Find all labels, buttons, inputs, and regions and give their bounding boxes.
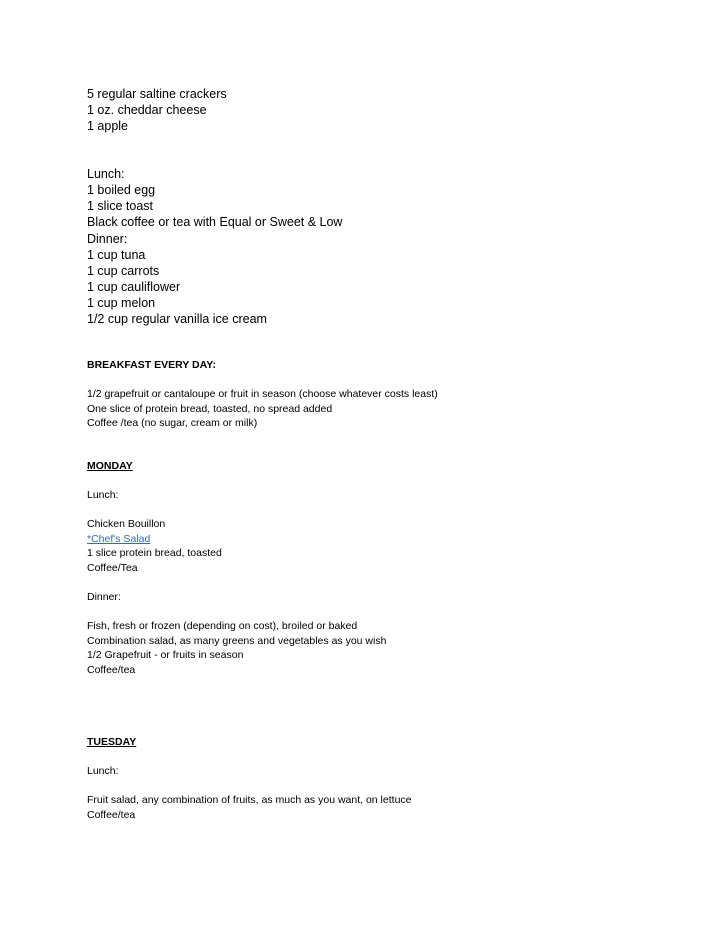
monday-heading-block bbox=[87, 459, 133, 474]
tuesday-heading-block bbox=[87, 735, 136, 750]
breakfast-list bbox=[87, 387, 438, 431]
list-item: 1 oz. cheddar cheese bbox=[87, 103, 207, 117]
list-item: 1/2 Grapefruit - or fruits in season bbox=[87, 649, 244, 662]
monday-lunch-label-block bbox=[87, 488, 119, 503]
list-item: 5 regular saltine crackers bbox=[87, 87, 227, 101]
list-item: Coffee/tea bbox=[87, 808, 136, 821]
list-item: 1 slice toast bbox=[87, 199, 154, 213]
list-item: 1 cup tuna bbox=[87, 248, 146, 262]
list-item: 1/2 grapefruit or cantaloupe or fruit in season (choose whatever costs least) bbox=[87, 388, 438, 400]
list-item: Chicken Bouillon bbox=[87, 518, 166, 530]
tuesday-lunch-list bbox=[87, 793, 412, 822]
list-item: Coffee /tea (no sugar, cream or milk) bbox=[87, 417, 258, 430]
monday-lunch-label: Lunch: bbox=[87, 489, 119, 501]
dinner-section bbox=[87, 231, 267, 327]
list-item: 1 apple bbox=[87, 119, 129, 133]
lunch-label: Lunch: bbox=[87, 167, 125, 181]
list-item: 1/2 cup regular vanilla ice cream bbox=[87, 312, 267, 326]
list-item: 1 cup cauliflower bbox=[87, 280, 181, 294]
list-item: 1 cup carrots bbox=[87, 264, 160, 278]
monday-lunch-list bbox=[87, 517, 222, 575]
list-item: Fish, fresh or frozen (depending on cost), broiled or baked bbox=[87, 620, 358, 632]
tuesday-lunch-label-block bbox=[87, 764, 119, 779]
tuesday-heading: TUESDAY bbox=[87, 736, 137, 748]
list-item: Black coffee or tea with Equal or Sweet & Low bbox=[87, 215, 343, 229]
list-item: Coffee/Tea bbox=[87, 561, 138, 574]
list-item: 1 slice protein bread, toasted bbox=[87, 547, 222, 560]
breakfast-heading-block bbox=[87, 358, 216, 373]
dinner-label: Dinner: bbox=[87, 232, 128, 246]
list-item: Fruit salad, any combination of fruits, as much as you want, on lettuce bbox=[87, 794, 412, 806]
monday-dinner-list bbox=[87, 619, 386, 677]
list-item: Combination salad, as many greens and vegetables as you wish bbox=[87, 634, 387, 647]
monday-dinner-label-block bbox=[87, 590, 121, 605]
breakfast-heading: BREAKFAST EVERY DAY: bbox=[87, 359, 216, 371]
snack-list bbox=[87, 86, 227, 134]
list-item: 1 cup melon bbox=[87, 296, 156, 310]
monday-dinner-label: Dinner: bbox=[87, 591, 121, 603]
monday-heading: MONDAY bbox=[87, 460, 133, 472]
list-item: 1 boiled egg bbox=[87, 183, 156, 197]
tuesday-lunch-label: Lunch: bbox=[87, 765, 119, 777]
list-item: One slice of protein bread, toasted, no spread added bbox=[87, 402, 333, 415]
chefs-salad-link[interactable]: *Chef's Salad bbox=[87, 532, 151, 545]
list-item: Coffee/tea bbox=[87, 663, 136, 676]
lunch-section bbox=[87, 166, 342, 230]
